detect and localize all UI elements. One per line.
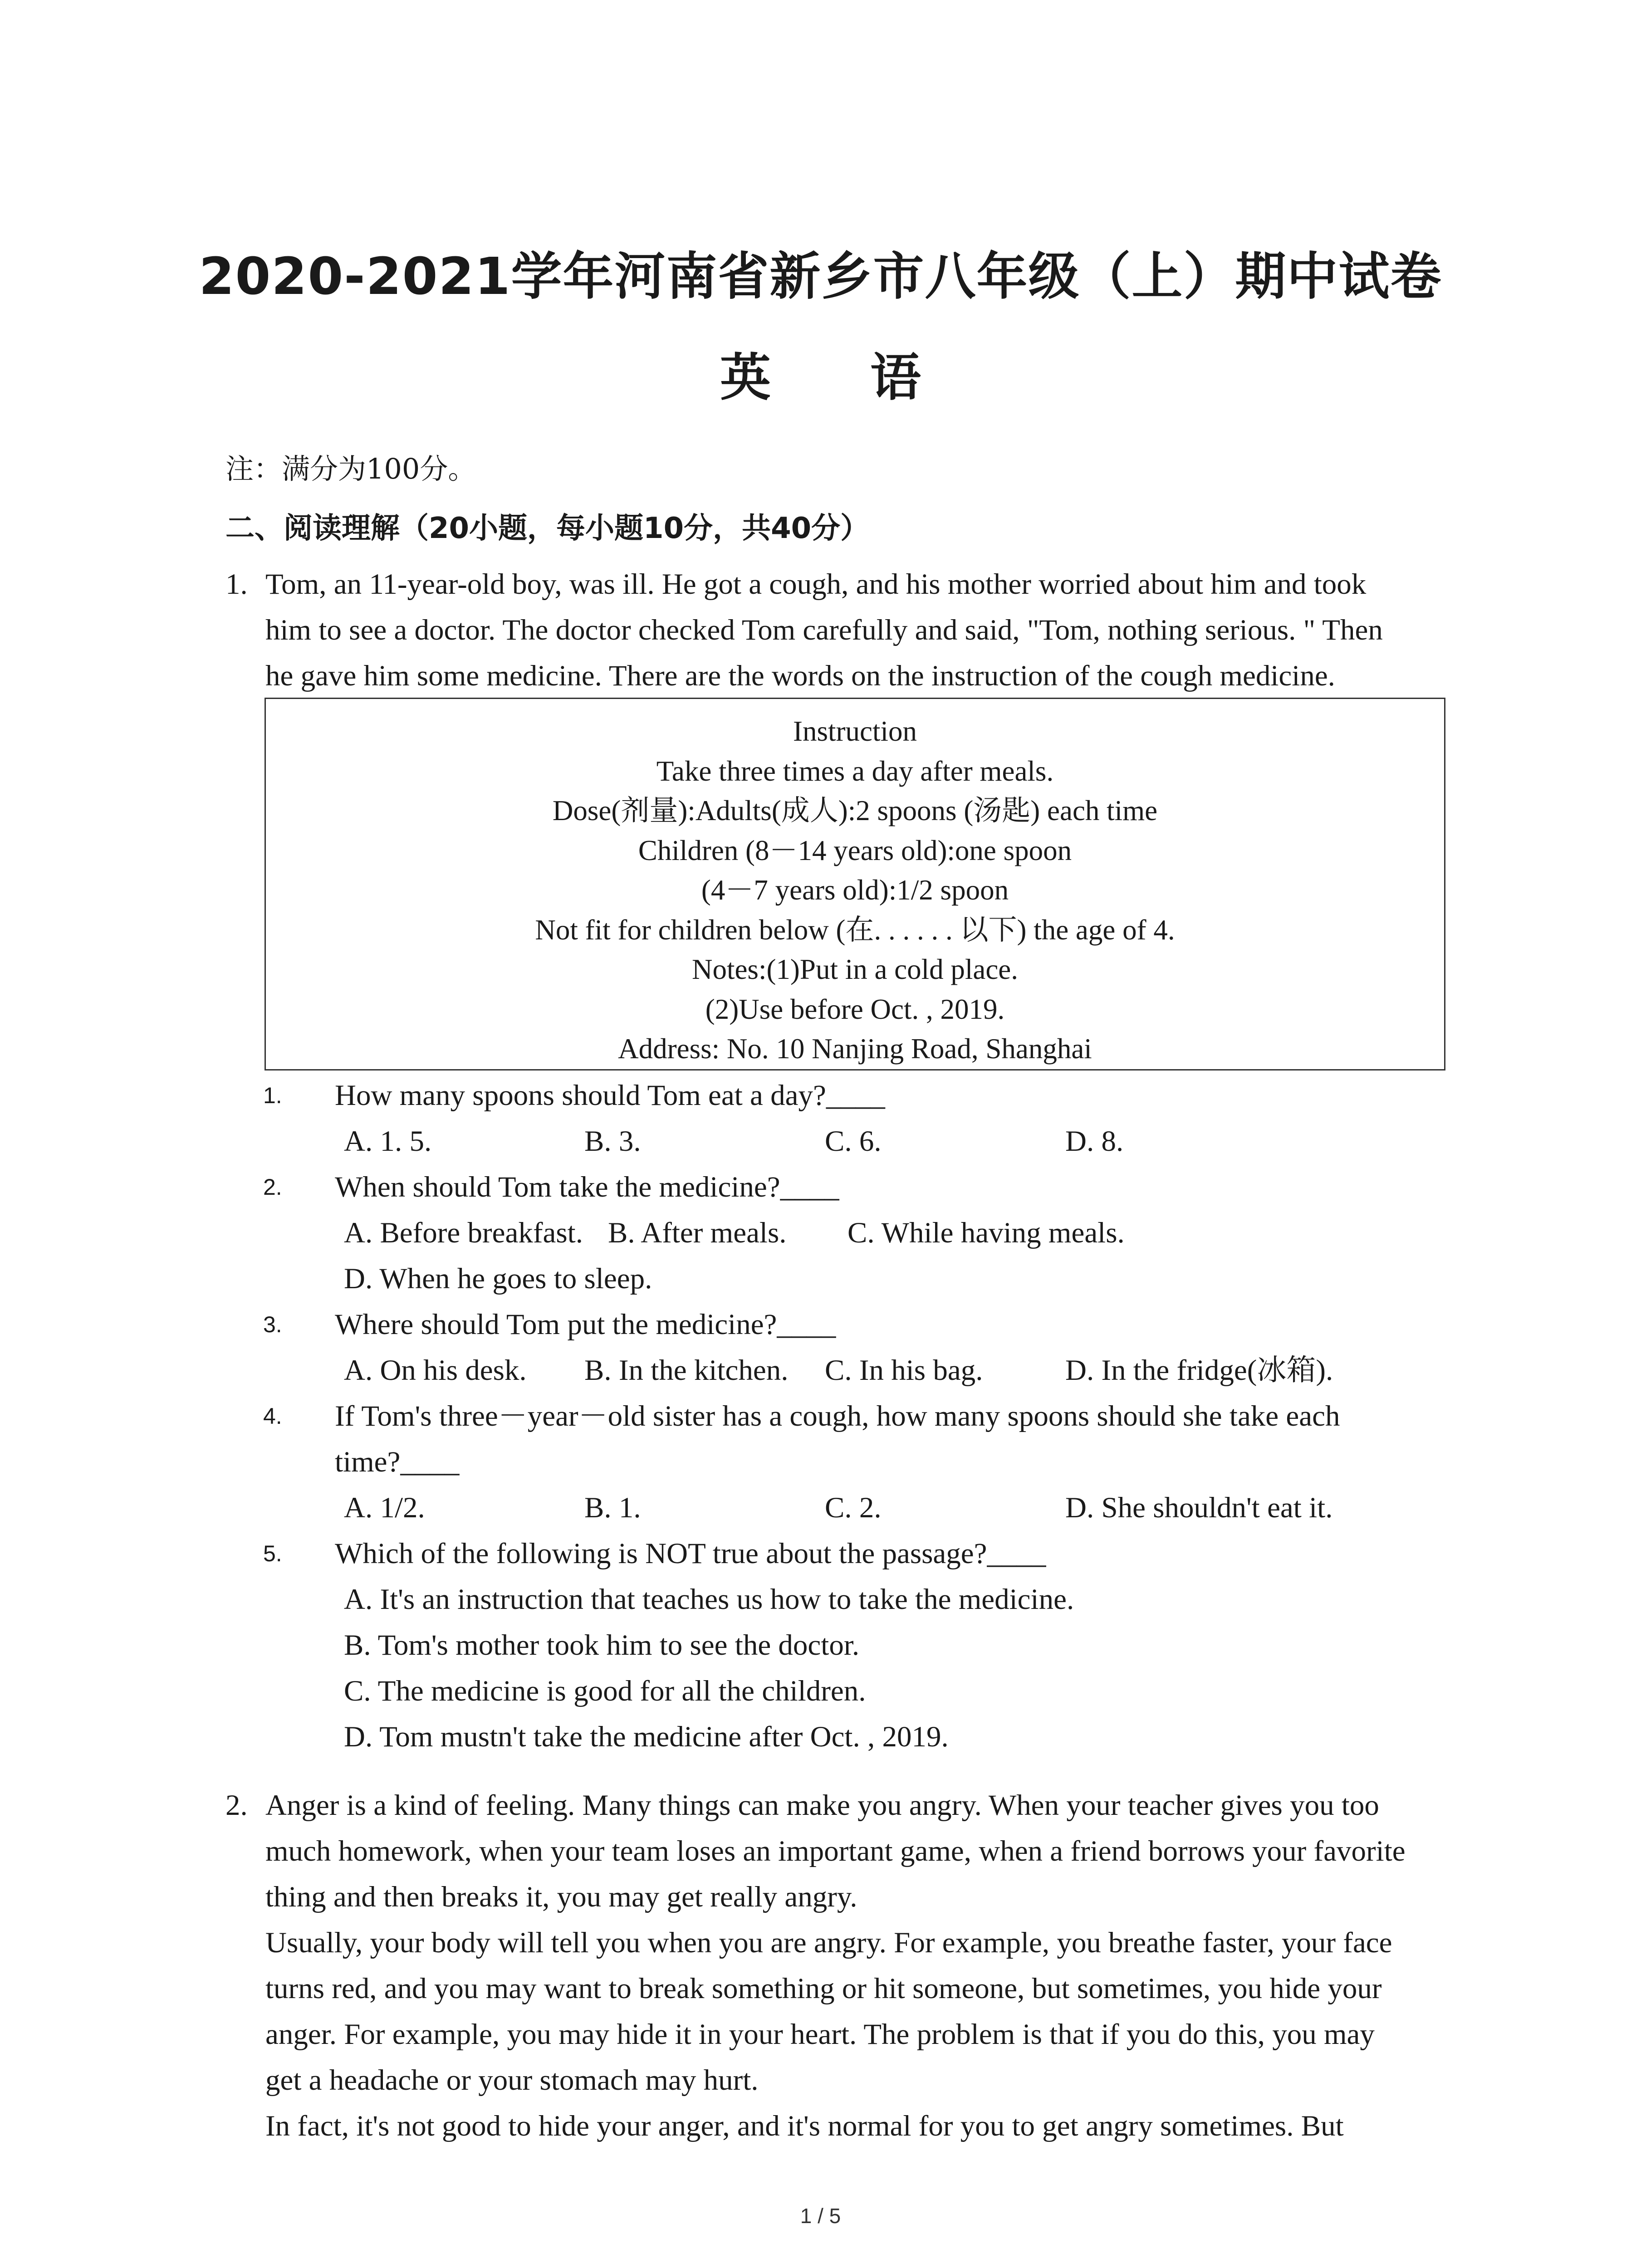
passage-line: Tom, an 11-year-old boy, was ill. He got a cough, and his mother worried about him and took: [265, 568, 1367, 601]
option-c: C. In his bag.: [825, 1354, 983, 1387]
option-b: B. In the kitchen.: [584, 1354, 789, 1387]
passage-line: anger. For example, you may hide it in your heart. The problem is that if you do this, you may: [265, 2018, 1375, 2051]
option-c: C. The medicine is good for all the children.: [344, 1675, 866, 1707]
option-b: B. After meals.: [608, 1217, 787, 1249]
passage-line: him to see a doctor. The doctor checked Tom carefully and said, "Tom, nothing serious. " Then: [265, 614, 1383, 646]
passage-number: 1.: [225, 568, 248, 601]
passage-line: Anger is a kind of feeling. Many things can make you angry. When your teacher gives you too: [265, 1789, 1379, 1822]
question-number: 4.: [263, 1403, 282, 1429]
option-c: C. While having meals.: [847, 1217, 1125, 1249]
instruction-box: [265, 698, 1445, 1070]
option-d: D. In the fridge(冰箱).: [1065, 1354, 1333, 1387]
option-a: A. Before breakfast.: [344, 1217, 583, 1249]
option-d: D. 8.: [1065, 1125, 1124, 1158]
option-c: C. 6.: [825, 1125, 882, 1158]
option-b: B. 1.: [584, 1491, 641, 1524]
passage-line: thing and then breaks it, you may get really angry.: [265, 1881, 857, 1913]
option-a: A. On his desk.: [344, 1354, 527, 1387]
instruction-line: Address: No. 10 Nanjing Road, Shanghai: [618, 1033, 1092, 1065]
instruction-line: (2)Use before Oct. , 2019.: [705, 993, 1005, 1025]
passage-line: get a headache or your stomach may hurt.: [265, 2064, 759, 2097]
passage-line: In fact, it's not good to hide your anger, and it's normal for you to get angry sometimes. But: [265, 2110, 1344, 2142]
option-d: D. Tom mustn't take the medicine after Oct. , 2019.: [344, 1721, 949, 1753]
page-title: 2020-2021学年河南省新乡市八年级（上）期中试卷: [199, 247, 1442, 306]
instruction-line: Take three times a day after meals.: [656, 755, 1054, 787]
section-heading: 二、阅读理解（20小题，每小题10分，共40分）: [225, 512, 870, 545]
question-stem: When should Tom take the medicine?____: [335, 1171, 839, 1203]
passage-line: he gave him some medicine. There are the words on the instruction of the cough medicine.: [265, 660, 1335, 692]
passage-line: much homework, when your team loses an important game, when a friend borrows your favorite: [265, 1835, 1406, 1867]
instruction-line: (4－7 years old):1/2 spoon: [701, 874, 1009, 906]
option-d: D. She shouldn't eat it.: [1065, 1491, 1333, 1524]
passage-2: [225, 1783, 1445, 2149]
question-stem: Which of the following is NOT true about the passage?____: [335, 1537, 1046, 1570]
option-d: D. When he goes to sleep.: [344, 1262, 652, 1295]
passage-line: turns red, and you may want to break something or hit someone, but sometimes, you hide your: [265, 1972, 1382, 2005]
subject-heading: 英 语: [720, 348, 962, 407]
question-stem: [335, 1393, 1446, 1485]
question-stem-line: If Tom's three－year－old sister has a cough, how many spoons should she take each: [335, 1400, 1340, 1432]
option-a: A. 1. 5.: [344, 1125, 432, 1158]
instruction-line: Instruction: [793, 715, 917, 747]
question-stem: How many spoons should Tom eat a day?____: [335, 1079, 885, 1112]
instruction-line: Not fit for children below (在. . . . . . 以下) the age of 4.: [535, 914, 1175, 946]
instruction-line: Dose(剂量):Adults(成人):2 spoons (汤匙) each time: [552, 795, 1158, 826]
question-stem-line: time?____: [335, 1446, 460, 1478]
question-number: 5.: [263, 1541, 282, 1566]
passage-number: 2.: [225, 1789, 248, 1822]
option-a: A. It's an instruction that teaches us how to take the medicine.: [344, 1583, 1074, 1616]
passage-line: Usually, your body will tell you when you are angry. For example, you breathe faster, your face: [265, 1926, 1392, 1959]
question-number: 2.: [263, 1174, 282, 1200]
instruction-line: Notes:(1)Put in a cold place.: [691, 953, 1019, 985]
instruction-line: Children (8－14 years old):one spoon: [638, 834, 1072, 866]
option-b: B. Tom's mother took him to see the doctor.: [344, 1629, 860, 1662]
score-note: 注：满分为100分。: [225, 452, 476, 485]
passage-1: [225, 562, 1445, 699]
question-number: 3.: [263, 1312, 282, 1337]
question-number: 1.: [263, 1083, 282, 1108]
option-c: C. 2.: [825, 1491, 882, 1524]
page-number: 1 / 5: [800, 2204, 841, 2228]
question-stem: Where should Tom put the medicine?____: [335, 1308, 836, 1341]
option-b: B. 3.: [584, 1125, 641, 1158]
option-a: A. 1/2.: [344, 1491, 425, 1524]
